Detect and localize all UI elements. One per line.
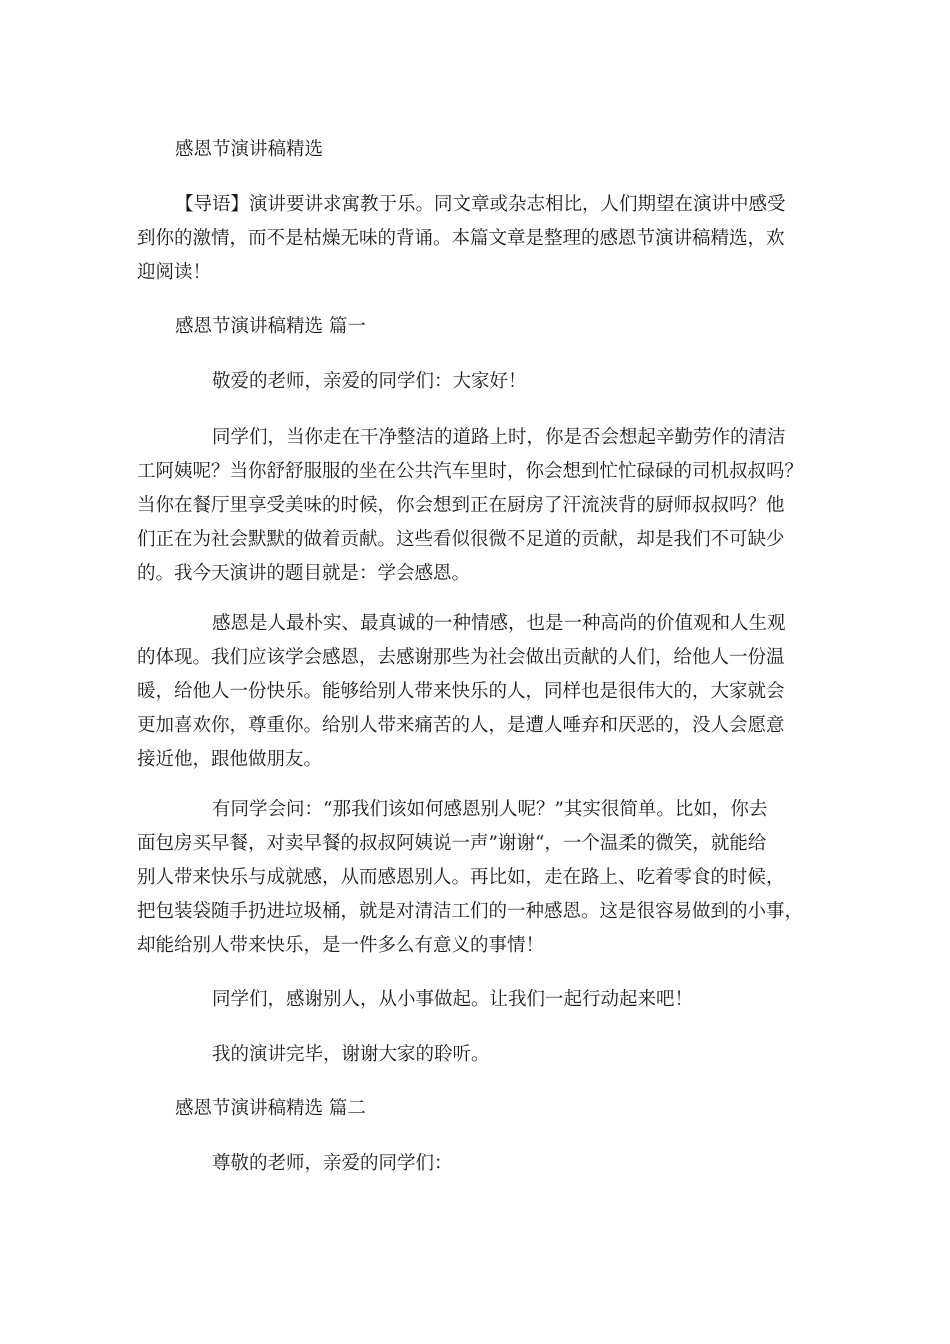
section1-p3-line-3: 别人带来快乐与成就感，从而感恩别人。再比如，走在路上、吃着零食的时候， <box>137 867 785 888</box>
section1-p1-line-1: 同学们，当你走在干净整洁的道路上时，你是否会想起辛勤劳作的清洁 <box>212 427 786 448</box>
section1-p4: 同学们，感谢别人，从小事做起。让我们一起行动起来吧！ <box>212 989 694 1010</box>
intro-line-1: 【导语】演讲要讲求寓教于乐。同文章或杂志相比，人们期望在演讲中感受 <box>175 194 786 215</box>
section1-greeting: 敬爱的老师，亲爱的同学们：大家好！ <box>212 371 527 392</box>
section1-p1-line-4: 们正在为社会默默的做着贡献。这些看似很微不足道的贡献，却是我们不可缺少 <box>137 529 785 550</box>
section1-heading: 感恩节演讲稿精选 篇一 <box>175 316 366 337</box>
section1-p1-line-5: 的。我今天演讲的题目就是：学会感恩。 <box>137 563 471 584</box>
section1-p1-line-2: 工阿姨呢？当你舒舒服服的坐在公共汽车里时，你会想到忙忙碌碌的司机叔叔吗？ <box>137 461 804 482</box>
section1-p2-line-5: 接近他，跟他做朋友。 <box>137 749 323 770</box>
section2-greeting: 尊敬的老师，亲爱的同学们： <box>212 1153 453 1174</box>
section1-p2-line-2: 的体现。我们应该学会感恩，去感谢那些为社会做出贡献的人们，给他人一份温 <box>137 647 785 668</box>
intro-line-2: 到你的激情，而不是枯燥无味的背诵。本篇文章是整理的感恩节演讲稿精选，欢 <box>137 228 785 249</box>
section1-p2-line-3: 暖，给他人一份快乐。能够给别人带来快乐的人，同样也是很伟大的，大家就会 <box>137 681 785 702</box>
section1-p3-line-4: 把包装袋随手扔进垃圾桶，就是对清洁工们的一种感恩。这是很容易做到的小事， <box>137 901 804 922</box>
section1-p5: 我的演讲完毕，谢谢大家的聆听。 <box>212 1044 490 1065</box>
intro-line-3: 迎阅读！ <box>137 262 212 283</box>
section1-p1-line-3: 当你在餐厅里享受美味的时候，你会想到正在厨房了汗流浃背的厨师叔叔吗？他 <box>137 495 785 516</box>
section1-p3-line-2: 面包房买早餐，对卖早餐的叔叔阿姨说一声”谢谢“，一个温柔的微笑，就能给 <box>137 833 767 854</box>
section1-p2-line-4: 更加喜欢你，尊重你。给别人带来痛苦的人，是遭人唾弃和厌恶的，没人会愿意 <box>137 715 785 736</box>
section1-p2-line-1: 感恩是人最朴实、最真诚的一种情感，也是一种高尚的价值观和人生观 <box>212 613 786 634</box>
section1-p3-line-5: 却能给别人带来快乐，是一件多么有意义的事情！ <box>137 935 545 956</box>
section1-p3-line-1: 有同学会问：“那我们该如何感恩别人呢？”其实很简单。比如，你去 <box>212 799 768 820</box>
document-title: 感恩节演讲稿精选 <box>175 139 324 160</box>
section2-heading: 感恩节演讲稿精选 篇二 <box>175 1098 366 1119</box>
